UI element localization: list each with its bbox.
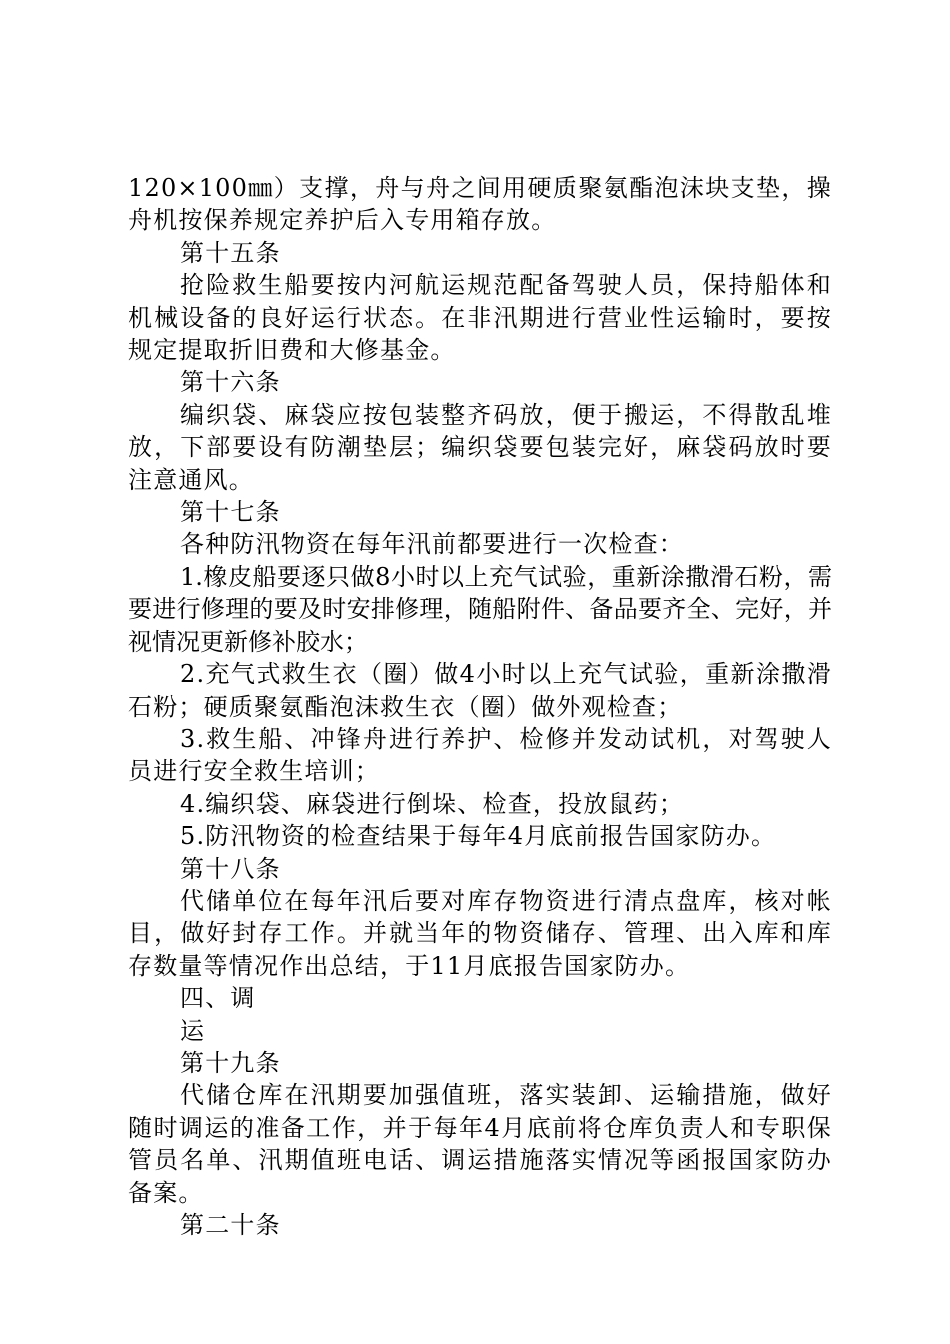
body-paragraph: 代储单位在每年汛后要对库存物资进行清点盘库，核对帐目，做好封存工作。并就当年的物资储存、管理、出入库和库存数量等情况作出总结，于11月底报告国家防办。: [128, 886, 832, 980]
section-heading-continuation: 运: [180, 1016, 206, 1045]
article-heading-19: 第十九条: [180, 1048, 281, 1077]
list-item-1: 1.橡皮船要逐只做8小时以上充气试验，重新涂撒滑石粉，需要进行修理的要及时安排修理，随船附件、备品要齐全、完好，并视情况更新修补胶水；: [128, 562, 832, 656]
article-heading-17: 第十七条: [180, 498, 281, 527]
article-heading-16: 第十六条: [180, 368, 281, 397]
body-paragraph: 编织袋、麻袋应按包装整齐码放，便于搬运，不得散乱堆放，下部要设有防潮垫层；编织袋要包装完好，麻袋码放时要注意通风。: [128, 400, 832, 494]
list-item-2: 2.充气式救生衣（圈）做4小时以上充气试验，重新涂撒滑石粉；硬质聚氨酯泡沫救生衣（圈）做外观检查；: [128, 660, 832, 721]
article-heading-20: 第二十条: [180, 1211, 281, 1239]
article-heading-15: 第十五条: [180, 238, 281, 267]
body-paragraph: 抢险救生船要按内河航运规范配备驾驶人员，保持船体和机械设备的良好运行状态。在非汛期进行营业性运输时，要按规定提取折旧费和大修基金。: [128, 271, 832, 365]
list-item-3: 3.救生船、冲锋舟进行养护、检修并发动试机，对驾驶人员进行安全救生培训；: [128, 724, 832, 786]
body-paragraph-continuation: 120×100㎜）支撑，舟与舟之间用硬质聚氨酯泡沫块支垫，操舟机按保养规定养护后入专用箱存放。: [128, 174, 832, 235]
list-item-4: 4.编织袋、麻袋进行倒垛、检查，投放鼠药；: [180, 789, 685, 818]
body-paragraph: 代储仓库在汛期要加强值班，落实装卸、运输措施，做好随时调运的准备工作，并于每年4月底前将仓库负责人和专职保管员名单、汛期值班电话、调运措施落实情况等函报国家防办备案。: [128, 1081, 832, 1207]
document-page: [128, 172, 832, 1241]
section-heading: 四、调: [180, 984, 256, 1013]
article-heading-18: 第十八条: [180, 854, 281, 883]
list-item-5: 5.防汛物资的检查结果于每年4月底前报告国家防办。: [180, 822, 777, 851]
body-paragraph: 各种防汛物资在每年汛前都要进行一次检查：: [180, 530, 684, 559]
